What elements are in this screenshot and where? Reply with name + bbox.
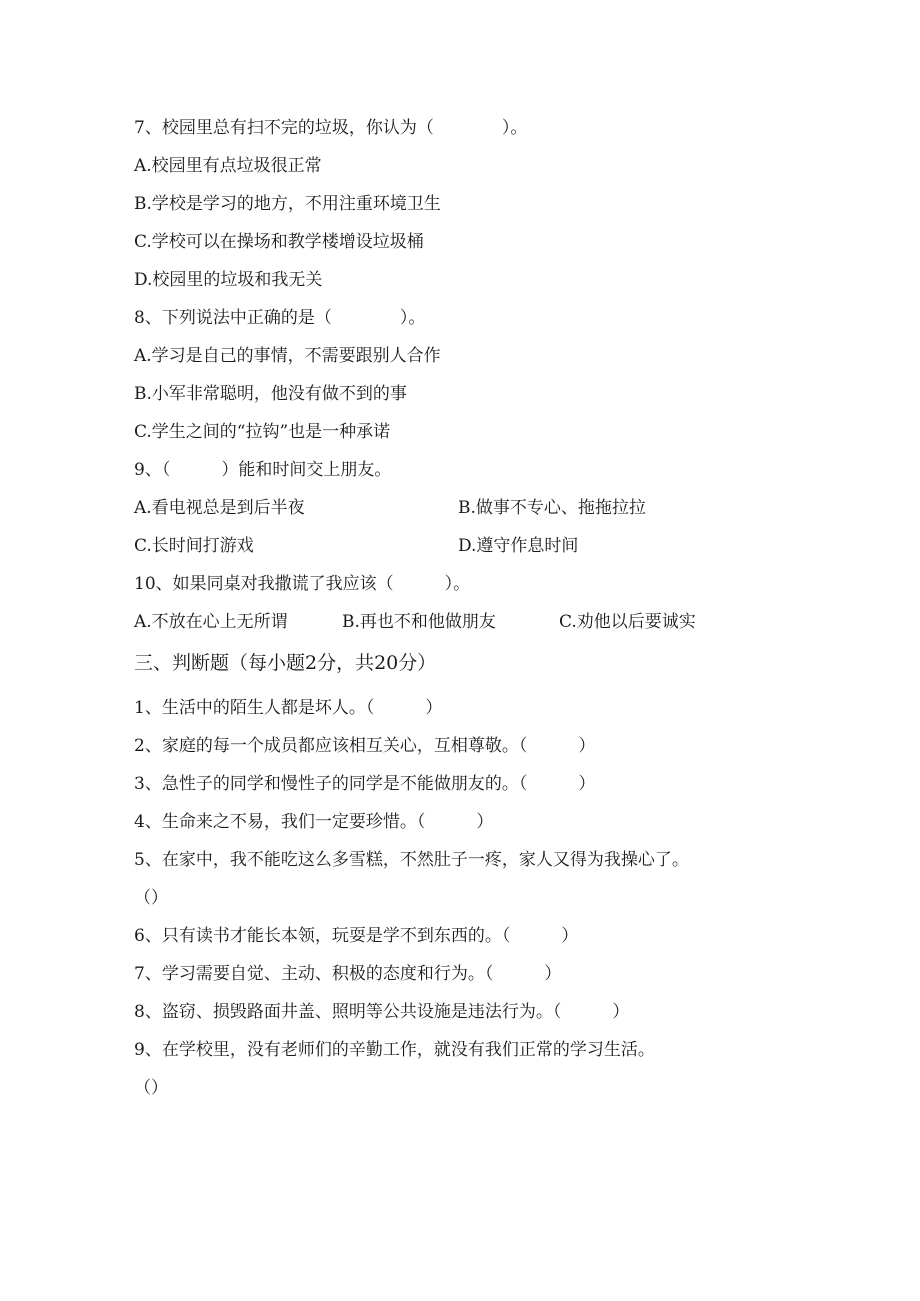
question-7-option-a: A.校园里有点垃圾很正常: [134, 156, 322, 176]
tf-item-4: 4、生命来之不易，我们一定要珍惜。（ ）: [134, 812, 494, 832]
question-10-option-b: B.再也不和他做朋友: [342, 612, 496, 632]
question-7-option-d: D.校园里的垃圾和我无关: [134, 270, 323, 290]
question-7-stem: 7、校园里总有扫不完的垃圾，你认为（ ）。: [134, 118, 528, 138]
question-7-option-c: C.学校可以在操场和教学楼增设垃圾桶: [134, 232, 424, 252]
question-10-option-a: A.不放在心上无所谓: [134, 612, 288, 632]
tf-item-3: 3、急性子的同学和慢性子的同学是不能做朋友的。（ ）: [134, 774, 596, 794]
question-9-stem: 9、（ ）能和时间交上朋友。: [134, 460, 392, 480]
question-9-option-a: A.看电视总是到后半夜: [134, 498, 305, 518]
question-9-option-c: C.长时间打游戏: [134, 536, 254, 556]
tf-item-2: 2、家庭的每一个成员都应该相互关心，互相尊敬。（ ）: [134, 736, 596, 756]
tf-item-1: 1、生活中的陌生人都是坏人。（ ）: [134, 698, 443, 718]
tf-item-6: 6、只有读书才能长本领，玩耍是学不到东西的。（ ）: [134, 926, 579, 946]
tf-item-8: 8、盗窃、损毁路面井盖、照明等公共设施是违法行为。（ ）: [134, 1002, 630, 1022]
section-3-title: 三、判断题（每小题2分，共20分）: [134, 652, 437, 674]
question-8-option-c: C.学生之间的“拉钩”也是一种承诺: [134, 422, 391, 442]
question-10-option-c: C.劝他以后要诚实: [559, 612, 696, 632]
question-8-stem: 8、下列说法中正确的是（ ）。: [134, 308, 426, 328]
question-9-option-d: D.遵守作息时间: [458, 536, 579, 556]
question-8-option-b: B.小军非常聪明，他没有做不到的事: [134, 384, 407, 404]
tf-item-7: 7、学习需要自觉、主动、积极的态度和行为。（ ）: [134, 964, 562, 984]
tf-item-9: 9、在学校里，没有老师们的辛勤工作，就没有我们正常的学习生活。: [134, 1040, 655, 1060]
tf-item-5: 5、在家中，我不能吃这么多雪糕，不然肚子一疼，家人又得为我操心了。: [134, 850, 689, 870]
tf-item-9-blank: （）: [134, 1078, 168, 1098]
question-7-option-b: B.学校是学习的地方，不用注重环境卫生: [134, 194, 441, 214]
tf-item-5-blank: （）: [134, 888, 168, 908]
question-10-stem: 10、如果同桌对我撒谎了我应该（ ）。: [134, 574, 471, 594]
question-9-option-b: B.做事不专心、拖拖拉拉: [458, 498, 646, 518]
question-8-option-a: A.学习是自己的事情，不需要跟别人合作: [134, 346, 441, 366]
